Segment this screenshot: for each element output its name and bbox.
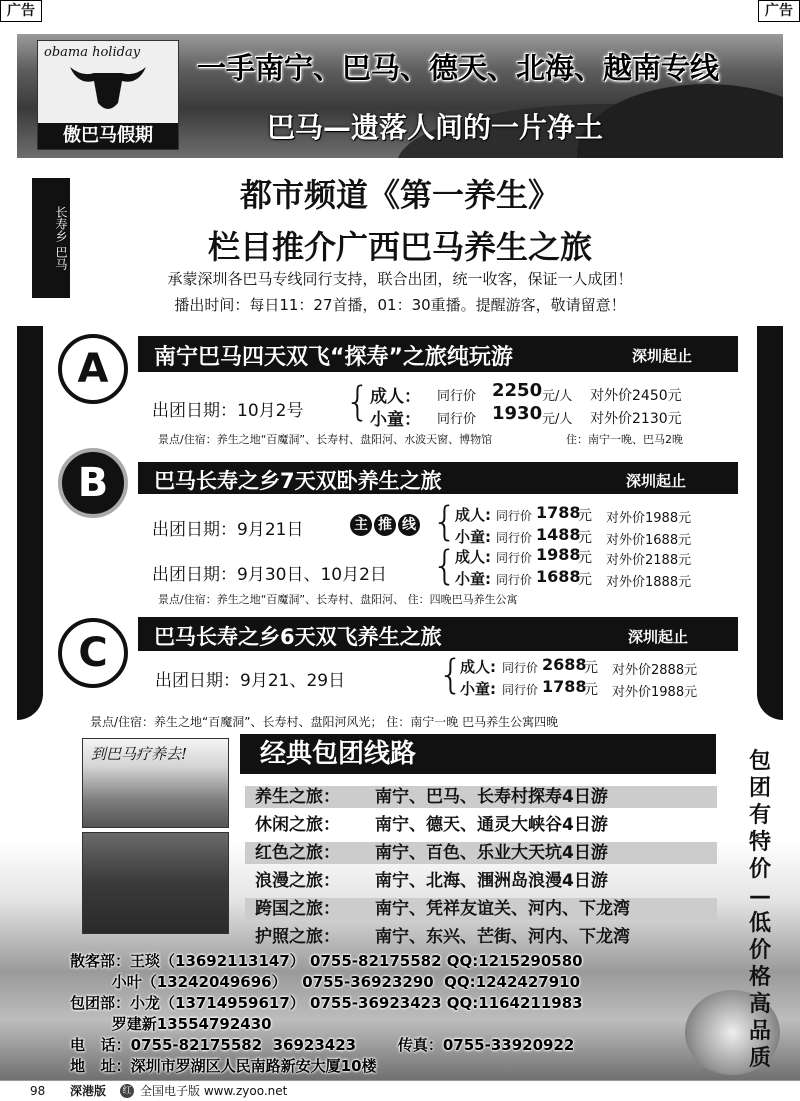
tour-b-main-line-badge xyxy=(350,514,422,536)
photo-caption: 到巴马疗养去! xyxy=(91,745,188,763)
tour-c-spots: 景点/住宿：养生之地“百魔洞”、长寿村、盘阳河风光； 住：南宁一晚 巴马养生公寓四晚 xyxy=(90,715,559,729)
bull-icon xyxy=(68,63,148,115)
tour-c-child-label: 小童: xyxy=(460,680,496,698)
tour-a-stay: 住：南宁一晚、巴马2晚 xyxy=(566,433,683,446)
vertical-slogan: 包团有特价—低价格高品质 xyxy=(748,749,771,1071)
route-row xyxy=(245,926,717,948)
tour-b-d1-adult-retail: 对外价1988元 xyxy=(606,511,692,526)
contact-line: 包团部：小龙（13714959617） 0755-36923423 QQ:1164211983 xyxy=(70,994,583,1012)
tour-c-title-bar xyxy=(138,617,738,651)
logo-script-text: obama holiday xyxy=(44,45,141,60)
tour-b-d1-child-peer: 同行价 xyxy=(496,531,533,545)
route-row xyxy=(245,842,717,864)
tour-b-d1-adult-price: 1788 xyxy=(536,503,581,522)
tour-c-child-peer: 同行价 xyxy=(502,683,539,697)
tour-b-pill-1: 主 xyxy=(350,514,372,536)
tour-b-date1: 出团日期：9月21日 xyxy=(152,520,304,540)
banner-headline: 一手南宁、巴马、德天、北海、越南专线 xyxy=(197,51,720,85)
group-photo xyxy=(82,832,229,934)
tour-b-title-bar xyxy=(138,462,738,494)
tour-b-pill-3: 线 xyxy=(398,514,420,536)
route-key: 浪漫之旅： xyxy=(255,871,340,891)
route-key: 休闲之旅： xyxy=(255,815,340,835)
site-link[interactable]: 全国电子版 www.zyoo.net xyxy=(140,1084,288,1098)
route-key: 护照之旅： xyxy=(255,927,340,947)
tour-c-adult-peer: 同行价 xyxy=(502,661,539,675)
tour-a-adult-price: 2250 xyxy=(492,380,543,401)
contact-line: 小叶（13242049696） 0755-36923290 QQ:1242427910 xyxy=(70,973,581,991)
ad-label-right: 广告 xyxy=(758,0,800,22)
tour-b-brace2: { xyxy=(432,543,458,589)
tour-a-child-retail: 对外价2130元 xyxy=(590,411,682,427)
tour-b-d2-adult-label: 成人: xyxy=(455,548,491,566)
route-row xyxy=(245,786,717,808)
tour-a-badge: A xyxy=(58,334,128,404)
tour-b-d1-adult-label: 成人: xyxy=(455,506,491,524)
tour-b-origin: 深圳起止 xyxy=(626,472,687,490)
tour-c-child-price: 1788 xyxy=(542,677,587,696)
tour-b-d2-child-price: 1688 xyxy=(536,567,581,586)
edition-label: 深港版 xyxy=(70,1084,107,1098)
contact-line: 罗建新13554792430 xyxy=(70,1015,272,1033)
travel-photo-top xyxy=(82,738,229,828)
right-bracket xyxy=(757,326,783,720)
tour-b-d1-child-label: 小童: xyxy=(455,528,491,546)
tour-a-child-price: 1930 xyxy=(492,403,543,424)
tour-a-adult-retail: 对外价2450元 xyxy=(590,388,682,404)
contact-line: 地 址：深圳市罗湖区人民南路新安大厦10楼 xyxy=(70,1057,377,1075)
tour-c-adult-yuan: 元 xyxy=(584,660,598,676)
route-value: 南宁、巴马、长寿村探寿4日游 xyxy=(375,787,608,807)
left-bracket xyxy=(17,326,43,720)
tour-a-adult-unit: 元/人 xyxy=(542,389,573,404)
tour-b-date2: 出团日期：9月30日、10月2日 xyxy=(152,565,387,585)
tour-b-pill-2: 推 xyxy=(374,514,396,536)
tour-a-child-unit: 元/人 xyxy=(542,412,573,427)
route-value: 南宁、东兴、芒街、河内、下龙湾 xyxy=(375,927,630,947)
route-row xyxy=(245,814,717,836)
tour-a-title: 南宁巴马四天双飞“探寿”之旅纯玩游 xyxy=(154,345,513,370)
package-heading: 经典包团线路 xyxy=(240,734,716,774)
top-banner xyxy=(17,34,783,158)
tour-c-child-retail: 对外价1988元 xyxy=(612,685,698,700)
tour-b-d2-adult-price: 1988 xyxy=(536,545,581,564)
tour-a-child-peer: 同行价 xyxy=(437,412,477,427)
tour-a-child-label: 小童： xyxy=(370,410,421,430)
tour-b-d1-child-retail: 对外价1688元 xyxy=(606,533,692,548)
tour-b-d2-adult-peer: 同行价 xyxy=(496,551,533,565)
tour-b-d2-adult-yuan: 元 xyxy=(578,550,592,566)
route-key: 跨国之旅： xyxy=(255,899,340,919)
tour-c-date: 出团日期：9月21、29日 xyxy=(155,671,346,691)
tour-c-title: 巴马长寿之乡6天双飞养生之旅 xyxy=(154,625,442,649)
book-label: 长寿乡 巴马 xyxy=(54,206,68,270)
ad-label-left: 广告 xyxy=(0,0,42,22)
tour-c-brace: { xyxy=(438,652,464,698)
tour-b-d1-child-price: 1488 xyxy=(536,525,581,544)
route-row xyxy=(245,870,717,892)
tour-c-adult-label: 成人: xyxy=(460,658,496,676)
tour-a-brace: { xyxy=(345,379,371,425)
tour-a-adult-peer: 同行价 xyxy=(437,389,477,404)
tour-b-spots: 景点/住宿：养生之地“百魔洞”、长寿村、盘阳河、 住：四晚巴马养生公寓 xyxy=(158,593,518,606)
brand-logo xyxy=(37,40,179,150)
tour-b-d2-child-label: 小童: xyxy=(455,570,491,588)
tour-a-date: 出团日期：10月2号 xyxy=(152,401,304,421)
route-value: 南宁、北海、涠洲岛浪漫4日游 xyxy=(375,871,608,891)
tour-a-title-bar xyxy=(138,336,738,372)
program-intro-line2: 播出时间：每日11：27首播，01：30重播。提醒游客，敬请留意！ xyxy=(174,296,626,314)
tour-c-adult-price: 2688 xyxy=(542,655,587,674)
tour-c-adult-retail: 对外价2888元 xyxy=(612,663,698,678)
contact-line: 散客部：王琰（13692113147） 0755-82175582 QQ:1215290580 xyxy=(70,952,583,970)
edition-badge-icon: 红 xyxy=(120,1084,134,1098)
contact-line: 电 话：0755-82175582 36923423 传真：0755-33920922 xyxy=(70,1036,575,1054)
tour-a-spots: 景点/住宿：养生之地“百魔洞”、长寿村、盘阳河、水波天窗、博物馆 xyxy=(158,433,493,446)
tour-c-child-yuan: 元 xyxy=(584,682,598,698)
route-key: 红色之旅： xyxy=(255,843,340,863)
program-title-line2: 栏目推介广西巴马养生之旅 xyxy=(207,228,592,266)
tour-b-d2-child-yuan: 元 xyxy=(578,572,592,588)
tour-b-d1-adult-peer: 同行价 xyxy=(496,509,533,523)
tour-a-adult-label: 成人： xyxy=(370,387,421,407)
logo-name: 傲巴马假期 xyxy=(38,123,178,149)
route-value: 南宁、凭祥友谊关、河内、下龙湾 xyxy=(375,899,630,919)
route-value: 南宁、百色、乐业大天坑4日游 xyxy=(375,843,608,863)
tour-c-badge: C xyxy=(58,618,128,688)
tour-b-d1-child-yuan: 元 xyxy=(578,530,592,546)
program-intro-line1: 承蒙深圳各巴马专线同行支持，联合出团，统一收客，保证一人成团！ xyxy=(167,270,633,288)
route-key: 养生之旅： xyxy=(255,787,340,807)
tour-b-d1-adult-yuan: 元 xyxy=(578,508,592,524)
tour-b-brace1: { xyxy=(432,499,458,545)
page-number: 98 xyxy=(30,1084,46,1098)
tour-c-origin: 深圳起止 xyxy=(628,628,689,646)
tour-a-origin: 深圳起止 xyxy=(632,347,693,365)
tour-b-d2-child-retail: 对外价1888元 xyxy=(606,575,692,590)
tour-b-d2-adult-retail: 对外价2188元 xyxy=(606,553,692,568)
tour-b-badge: B xyxy=(58,448,128,518)
route-value: 南宁、德天、通灵大峡谷4日游 xyxy=(375,815,608,835)
page-footer xyxy=(0,1080,800,1101)
banner-subline: 巴马—遗落人间的一片净土 xyxy=(267,111,604,144)
route-row xyxy=(245,898,717,920)
program-title-line1: 都市频道《第一养生》 xyxy=(239,176,560,214)
tour-b-d2-child-peer: 同行价 xyxy=(496,573,533,587)
tour-b-title: 巴马长寿之乡7天双卧养生之旅 xyxy=(154,469,442,493)
